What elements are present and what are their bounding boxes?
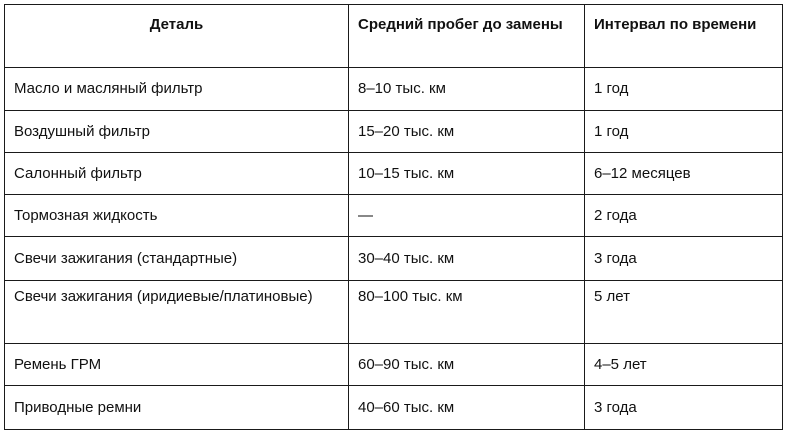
cell-part: Свечи зажигания (иридиевые/платиновые) bbox=[5, 281, 349, 344]
cell-mileage: — bbox=[349, 195, 585, 237]
table-header-row bbox=[5, 5, 783, 68]
header-interval: Интервал по времени bbox=[585, 5, 783, 68]
cell-interval: 3 года bbox=[585, 386, 783, 430]
cell-mileage: 8–10 тыс. км bbox=[349, 68, 585, 111]
cell-part: Приводные ремни bbox=[5, 386, 349, 430]
cell-interval: 6–12 месяцев bbox=[585, 153, 783, 195]
table-row bbox=[5, 195, 783, 237]
cell-mileage: 30–40 тыс. км bbox=[349, 237, 585, 281]
table-row bbox=[5, 153, 783, 195]
cell-part: Масло и масляный фильтр bbox=[5, 68, 349, 111]
cell-part: Салонный фильтр bbox=[5, 153, 349, 195]
table-row bbox=[5, 386, 783, 430]
cell-interval: 3 года bbox=[585, 237, 783, 281]
cell-part: Тормозная жидкость bbox=[5, 195, 349, 237]
table-row bbox=[5, 281, 783, 344]
cell-interval: 5 лет bbox=[585, 281, 783, 344]
table-row bbox=[5, 111, 783, 153]
cell-interval: 2 года bbox=[585, 195, 783, 237]
cell-part: Воздушный фильтр bbox=[5, 111, 349, 153]
cell-interval: 1 год bbox=[585, 111, 783, 153]
cell-mileage: 10–15 тыс. км bbox=[349, 153, 585, 195]
table-row bbox=[5, 237, 783, 281]
header-part: Деталь bbox=[5, 5, 349, 68]
cell-interval: 1 год bbox=[585, 68, 783, 111]
table-row bbox=[5, 68, 783, 111]
cell-part: Свечи зажигания (стандартные) bbox=[5, 237, 349, 281]
maintenance-table bbox=[4, 4, 783, 430]
cell-mileage: 80–100 тыс. км bbox=[349, 281, 585, 344]
cell-mileage: 15–20 тыс. км bbox=[349, 111, 585, 153]
cell-mileage: 60–90 тыс. км bbox=[349, 344, 585, 386]
cell-interval: 4–5 лет bbox=[585, 344, 783, 386]
table-row bbox=[5, 344, 783, 386]
cell-part: Ремень ГРМ bbox=[5, 344, 349, 386]
header-mileage: Средний пробег до замены bbox=[349, 5, 585, 68]
cell-mileage: 40–60 тыс. км bbox=[349, 386, 585, 430]
